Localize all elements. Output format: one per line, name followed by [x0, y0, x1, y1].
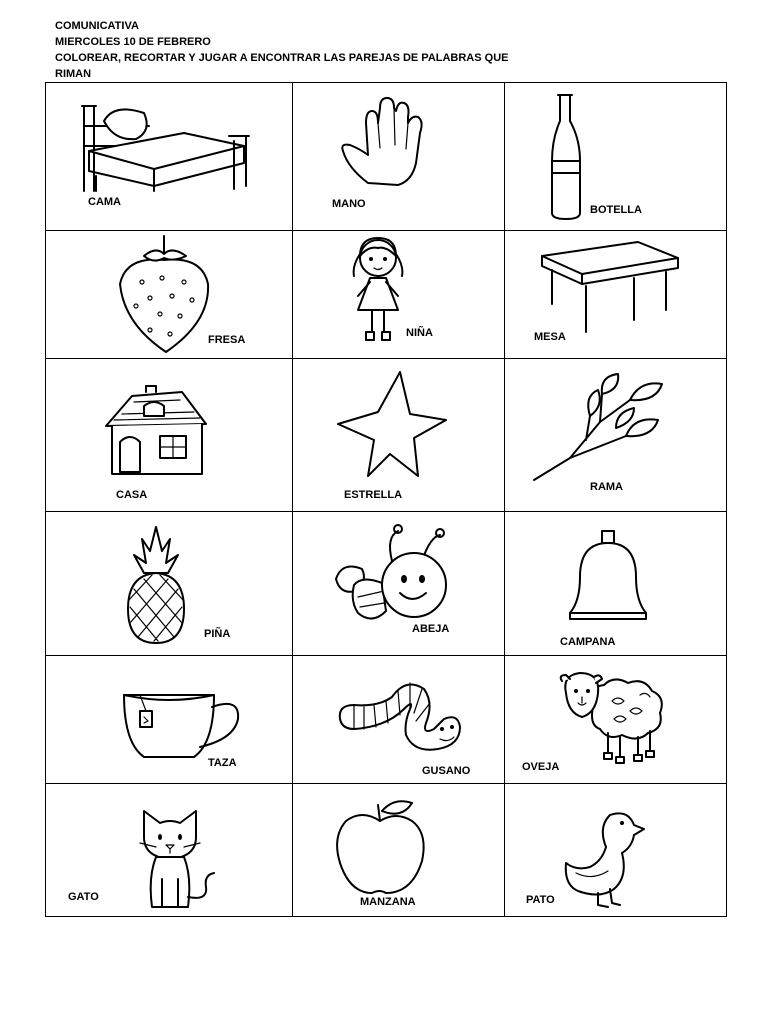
card-grid	[45, 82, 727, 917]
branch-icon	[530, 372, 670, 484]
instructions-line-2: RIMAN	[55, 68, 92, 80]
card-gato[interactable]	[46, 783, 292, 917]
card-label: PIÑA	[204, 628, 231, 640]
girl-icon	[346, 232, 410, 348]
card-campana[interactable]	[504, 511, 726, 655]
cup-icon	[120, 689, 244, 765]
house-icon	[104, 386, 208, 478]
worm-icon	[334, 669, 464, 759]
pineapple-icon	[124, 523, 188, 645]
card-label: MESA	[534, 331, 566, 343]
table-icon	[538, 234, 682, 336]
card-oveja[interactable]	[504, 655, 726, 783]
card-label: TAZA	[208, 757, 237, 769]
card-gusano[interactable]	[292, 655, 504, 783]
subject-title: COMUNICATIVA	[55, 20, 139, 32]
sheep-icon	[558, 667, 664, 763]
card-label: MANZANA	[360, 896, 416, 908]
card-cama[interactable]	[46, 83, 292, 230]
bell-icon	[566, 527, 650, 623]
card-mano[interactable]	[292, 83, 504, 230]
card-label: GUSANO	[422, 765, 471, 777]
bee-icon	[332, 521, 462, 631]
card-fresa[interactable]	[46, 230, 292, 358]
star-icon	[334, 370, 448, 478]
card-pina[interactable]	[46, 511, 292, 655]
card-nina[interactable]	[292, 230, 504, 358]
date-line: MIERCOLES 10 DE FEBRERO	[55, 36, 211, 48]
bottle-icon	[546, 91, 586, 221]
card-label: GATO	[68, 891, 99, 903]
card-label: RAMA	[590, 481, 623, 493]
strawberry-icon	[114, 232, 214, 357]
card-label: CAMPANA	[560, 636, 616, 648]
card-label: MANO	[332, 198, 366, 210]
card-label: BOTELLA	[590, 204, 642, 216]
card-taza[interactable]	[46, 655, 292, 783]
card-label: ESTRELLA	[344, 489, 403, 501]
card-label: NIÑA	[406, 327, 433, 339]
card-label: CAMA	[88, 196, 121, 208]
hand-icon	[338, 93, 438, 188]
card-pato[interactable]	[504, 783, 726, 917]
card-label: FRESA	[208, 334, 246, 346]
card-label: PATO	[526, 894, 555, 906]
card-rama[interactable]	[504, 358, 726, 511]
duck-icon	[562, 807, 648, 911]
instructions-line-1: COLOREAR, RECORTAR Y JUGAR A ENCONTRAR LAS PAREJAS DE PALABRAS QUE	[55, 52, 509, 64]
card-label: ABEJA	[412, 623, 450, 635]
card-abeja[interactable]	[292, 511, 504, 655]
card-manzana[interactable]	[292, 783, 504, 917]
card-botella[interactable]	[504, 83, 726, 230]
bed-icon	[74, 91, 254, 196]
worksheet-header	[55, 18, 508, 82]
cat-icon	[138, 807, 218, 913]
apple-icon	[332, 797, 432, 897]
card-label: OVEJA	[522, 761, 560, 773]
card-mesa[interactable]	[504, 230, 726, 358]
card-estrella[interactable]	[292, 358, 504, 511]
card-casa[interactable]	[46, 358, 292, 511]
card-label: CASA	[116, 489, 148, 501]
